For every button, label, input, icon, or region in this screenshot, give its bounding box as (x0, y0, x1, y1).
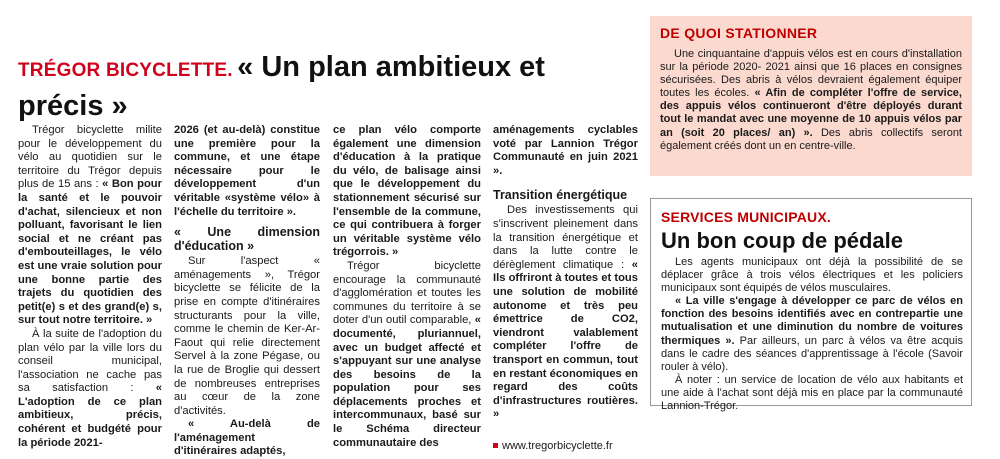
article-title: « Un plan ambitieux et précis » (18, 51, 545, 122)
box2-kicker: SERVICES MUNICIPAUX. (661, 209, 831, 225)
article-headline (18, 50, 618, 128)
col3-p2-quote: « documenté, pluriannuel, avec un budget affecté et s'appuyant sur une analyse des besoins de la population pour ses déplacements proches et intercommunaux, basé sur le Schéma directeur communautaire des (333, 314, 481, 449)
article-column-1 (18, 124, 162, 450)
col2-paragraph-1: 2026 (et au-delà) constitue une première pour la commune, et une étape nécessaire pour le développement d'un véritable «système vélo» à l'échelle du territoire ». (174, 124, 320, 218)
box2-body (661, 256, 963, 413)
article-column-3 (333, 124, 481, 450)
col3-paragraph-2 (333, 260, 481, 450)
col1-p2-quote: « L'adoption de ce plan ambitieux, précis, cohérent et budgété pour la période 2021- (18, 382, 163, 449)
box2-paragraph-1: Les agents municipaux ont déjà la possibilité de se déplacer grâce à trois vélos électriques et les policiers municipaux sont équipés de vélos musculaires. (661, 256, 963, 295)
sidebar-box-municipal-services (650, 198, 972, 413)
bullet-square-icon (493, 443, 498, 448)
box2-title: Un bon coup de pédale (661, 228, 904, 253)
website-link[interactable] (493, 440, 638, 454)
col4-subheading: Transition énergétique (493, 188, 628, 203)
col1-paragraph-2 (18, 328, 162, 450)
article-column-2 (174, 124, 320, 459)
col2-paragraph-2: Sur l'aspect « aménagements », Trégor bicyclette se félicite de la prise en compte d'itinéraires structurants pour la ville, comme le chemin de Ker-Ar-Faout qui relie directement Servel à la zone Pégase, ou la rue de Broglie qui dessert de nombreuses entreprises au cœur de la zone d'activités. (174, 255, 320, 417)
col4-paragraph-1: aménagements cyclables voté par Lannion Trégor Communauté en juin 2021 ». (493, 124, 638, 177)
col2-paragraph-3: « Au-delà de l'aménagement d'itinéraires adaptés, (174, 418, 320, 458)
col1-paragraph-1 (18, 124, 162, 328)
col3-paragraph-1: ce plan vélo comporte également une dimension d'éducation à la pratique du vélo, de balisage ainsi que le développement du stationnement sécurisé sur l'ensemble de la commune, ce qui contribuera à forger un véritable système vélo trégorrois. » (333, 124, 481, 259)
box2-paragraph-3: À noter : un service de location de vélo aux habitants et une aide à l'achat sont déjà mis en place par la communauté Lannion-Trégor. (661, 373, 963, 413)
col1-p2-text: À la suite de l'adoption du plan vélo par la ville lors du conseil municipal, l'association ne cache pas sa satisfaction : (18, 327, 162, 395)
website-url[interactable]: www.tregorbicyclette.fr (502, 439, 613, 452)
article-column-4 (493, 124, 638, 453)
sidebar-box-parking (650, 16, 972, 176)
col1-p1-quote: « Bon pour la santé et le pouvoir d'achat, silencieux et non polluant, favorisant le lien social et ne créant pas d'embouteillages, le vélo est une vraie solution pour une bonne partie des trajets du quotidien des petit(e) s et des grand(e) s, sur tout notre territoire. » (18, 178, 162, 327)
box2-p2-quote: « La ville s'engage à développer ce parc de vélos en fonction des besoins identifiés avec en contrepartie une mutualisation et une diminution du nombre de voitures thermiques ». (661, 295, 963, 347)
box1-p1-quote: « Afin de compléter l'offre de service, des appuis vélos continueront d'être déployés durant tout le mandat avec une moyenne de 10 appuis vélos par an (soit 20 places/ an) ». (660, 87, 962, 139)
article-kicker: TRÉGOR BICYCLETTE. (18, 60, 233, 81)
col3-p2-text: Trégor bicyclette encourage la communauté d'agglomération et toutes les communes du territoire à se doter d'un outil comparable, (333, 259, 481, 327)
col2-subheading: « Une dimension d'éducation » (174, 225, 320, 254)
col4-p2-quote: « Ils offriront à toutes et tous une solution de mobilité autonome et très peu émettrice de CO2, viendront valablement compléter l'offre de transport en commun, tout en restant économiques en regard des coûts d'infrastructures routières. » (493, 258, 638, 421)
box1-title: DE QUOI STATIONNER (660, 25, 818, 41)
col1-p1-text: Trégor bicyclette milite pour le développement du vélo au quotidien sur le territoire du Trégor depuis plus de 15 ans : (18, 124, 162, 191)
col4-paragraph-2 (493, 204, 638, 422)
box1-p1-end: Des abris collectifs seront également créés dont un en centre-ville. (660, 126, 962, 152)
box1-body (660, 48, 962, 153)
col4-p2-text: Des investissements qui s'inscrivent pleinement dans la transition énergétique et dans la lutte contre le dérèglement climatique : (493, 204, 638, 271)
box2-paragraph-2 (661, 295, 963, 374)
box1-paragraph (660, 48, 962, 153)
box2-p2-text: Par ailleurs, un parc à vélos va être acquis dans le cadre des séances d'apprentissage à l'école (Savoir rouler à vélo). (661, 334, 963, 373)
box1-p1-text: Une cinquantaine d'appuis vélos est en cours d'installation sur la période 2020- 2021 ainsi que 16 places en consignes sécurisées. Des abris à vélos devraient également équiper toutes les écoles. (660, 48, 962, 100)
